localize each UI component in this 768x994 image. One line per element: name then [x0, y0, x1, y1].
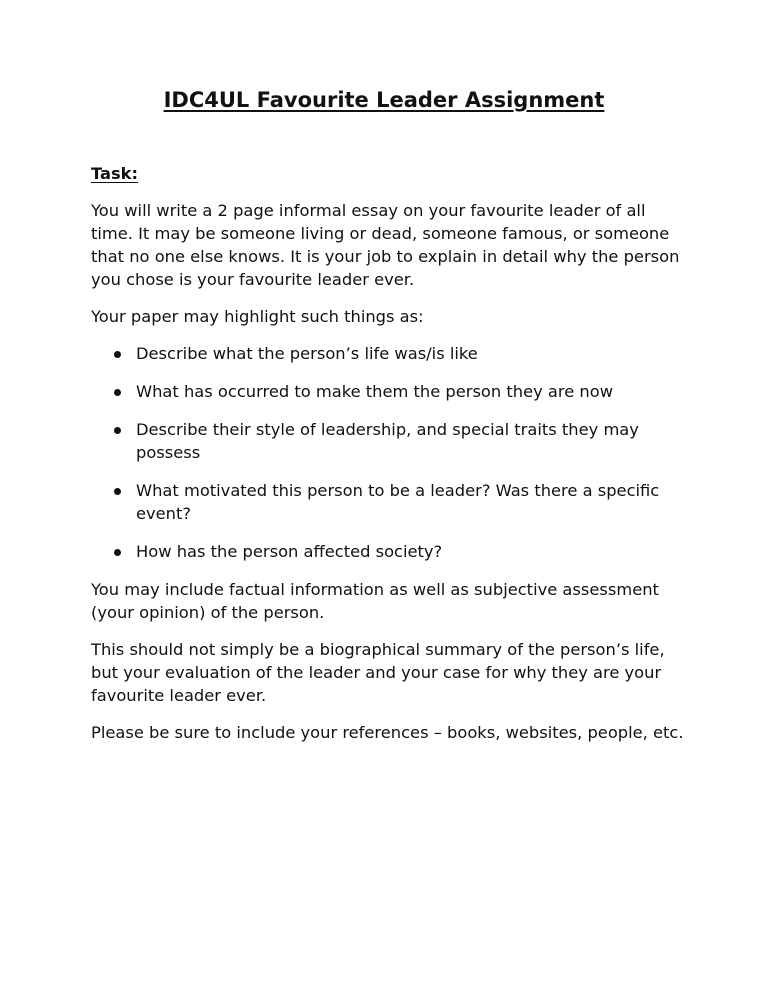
assignment-body — [91, 162, 691, 758]
references-paragraph: Please be sure to include your references – books, websites, people, etc. — [91, 723, 684, 742]
list-item-text: What motivated this person to be a leader? Was there a specific event? — [136, 481, 660, 523]
highlight-intro: Your paper may highlight such things as: — [91, 307, 424, 326]
task-heading: Task: — [91, 164, 139, 183]
bullet-icon — [114, 549, 121, 556]
list-item-text: Describe what the person’s life was/is like — [136, 344, 478, 363]
list-item-text: How has the person affected society? — [136, 542, 443, 561]
bullet-icon — [114, 488, 121, 495]
intro-paragraph: You will write a 2 page informal essay on your favourite leader of all time. It may be someone living or dead, someone famous, or someone that no one else knows. It is your job to explain in detail why the person you chose is your favourite leader ever. — [91, 201, 680, 289]
list-item-text: What has occurred to make them the person they are now — [136, 382, 614, 401]
list-item — [91, 380, 691, 403]
bullet-icon — [114, 389, 121, 396]
factual-paragraph: You may include factual information as well as subjective assessment (your opinion) of the person. — [91, 580, 659, 622]
biography-paragraph: This should not simply be a biographical summary of the person’s life, but your evaluation of the leader and your case for why they are your favourite leader ever. — [91, 640, 665, 705]
list-item — [91, 342, 691, 365]
list-item — [91, 418, 691, 464]
list-item — [91, 540, 691, 563]
list-item — [91, 479, 691, 525]
highlight-list — [91, 342, 691, 563]
bullet-icon — [114, 351, 121, 358]
assignment-title: IDC4UL Favourite Leader Assignment — [163, 88, 605, 112]
list-item-text: Describe their style of leadership, and special traits they may possess — [136, 420, 639, 462]
bullet-icon — [114, 427, 121, 434]
